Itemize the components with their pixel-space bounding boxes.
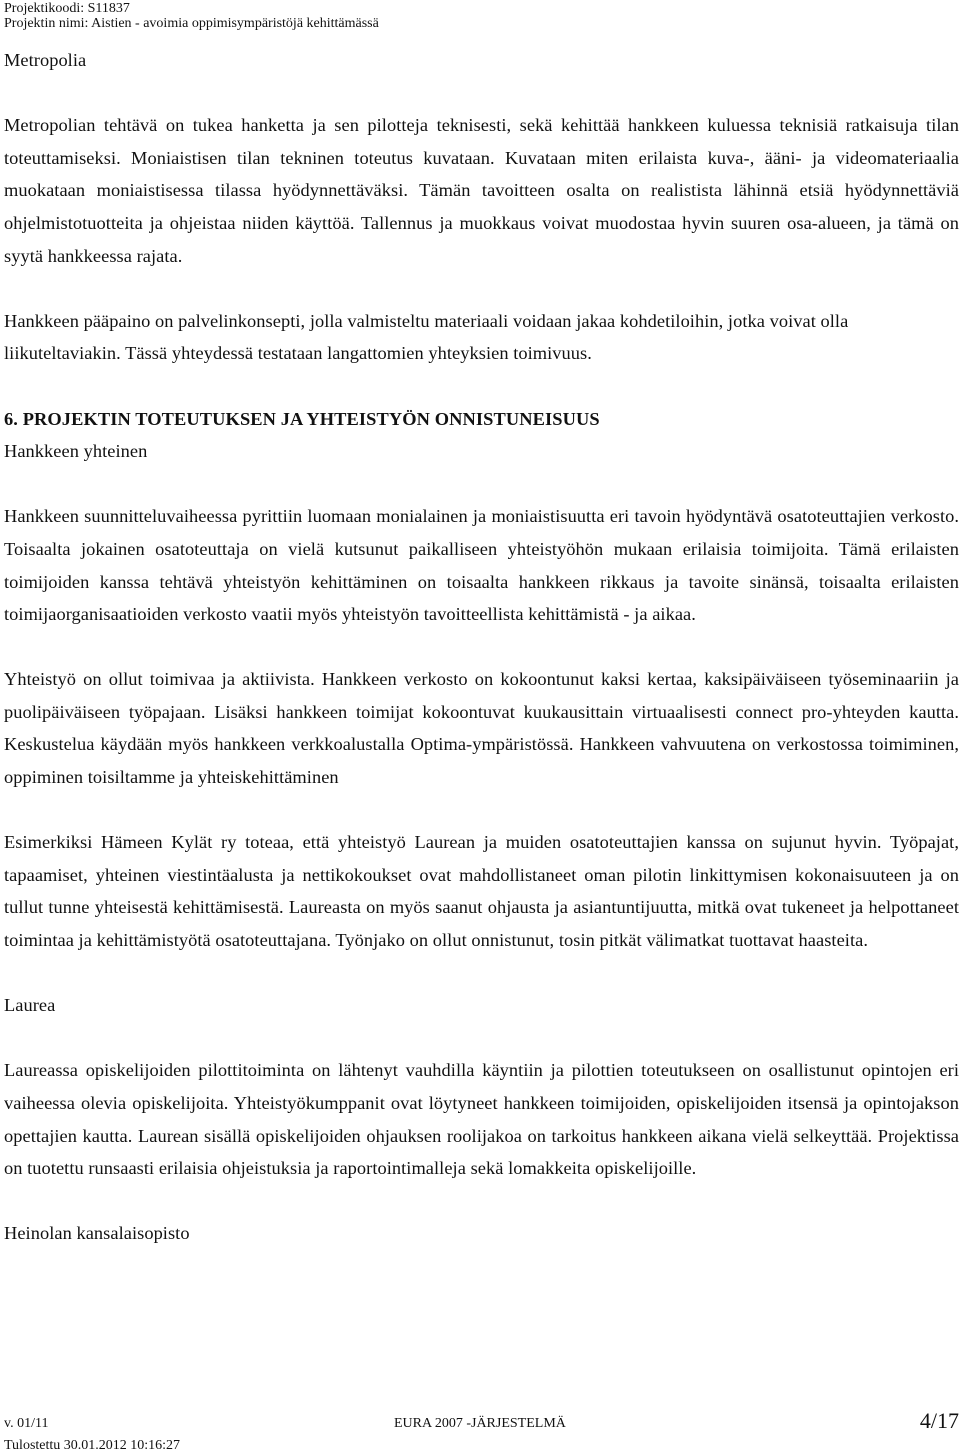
spacer	[4, 957, 959, 990]
paragraph-yhteinen-3: Esimerkiksi Hämeen Kylät ry toteaa, että yhteistyö Laurean ja muiden osatoteuttajien kanssa on sujunut hyvin. Työpajat, tapaamiset, yhteinen viestintäalusta ja nettikokoukset ovat mahdollistaneet oman pilotin linkittymisen kokonaisuuteen ja on tullut tunne yhteisestä kehittämisestä. Laureasta on myös saanut ohjausta ja asiantuntijuutta, mitkä ovat tukeneet ja helpottaneet toimintaa ja kehittämistyötä osatoteuttajana. Työnjako on ollut onnistunut, tosin pitkät välimatkat tuottavat haasteita.	[4, 832, 959, 951]
section-title-metropolia: Metropolia	[4, 50, 87, 70]
page-number: 4/17	[919, 1408, 959, 1433]
project-name: Projektin nimi: Aistien - avoimia oppimisympäristöjä kehittämässä	[4, 16, 379, 31]
section-title-heinola: Heinolan kansalaisopisto	[4, 1223, 190, 1244]
footer-version: v. 01/11	[4, 1416, 49, 1431]
paragraph-metropolia-1: Metropolian tehtävä on tukea hanketta ja sen pilotteja teknisesti, sekä kehittää hankkeen kuluessa teknisiä ratkaisuja tilan toteuttamiseksi. Moniaistisen tilan tekninen toteutus kuvataan. Kuvataan miten erilaista kuva-, ääni- ja videomateriaalia muokataan moniaistisessa tilassa hyödynnettäväksi. Tämän tavoitteen osalta on realistista lähinnä etsiä hyödynnettäviä ohjelmistotuotteita ja ohjeistaa niiden käyttöä. Tallennus ja muokkaus voivat muodostaa hyvin suuren osa-alueen, ja tämä on syytä hankkeessa rajata.	[4, 115, 959, 266]
paragraph-laurea-1: Laureassa opiskelijoiden pilottitoiminta on lähtenyt vauhdilla käyntiin ja pilottien toteutukseen on osallistunut opintojen eri vaiheessa olevia opiskelijoita. Yhteistyökumppanit ovat löytyneet hankkeen toimijoiden, opiskelijoiden itsensä ja opintojakson opettajien kautta. Laurean sisällä opiskelijoiden ohjauksen roolijakoa on tarkoitus hankkeen aikana vielä selkeyttää. Projektissa on tuotettu runsaasti erilaisia ohjeistuksia ja raportointimalleja sekä lomakkeita opiskelijoille.	[4, 1060, 959, 1179]
spacer	[4, 794, 959, 827]
footer-printed: Tulostettu 30.01.2012 10:16:27	[4, 1438, 181, 1453]
section-heading-6: 6. PROJEKTIN TOTEUTUKSEN JA YHTEISTYÖN ONNISTUNEISUUS	[4, 408, 600, 429]
spacer	[4, 468, 959, 501]
section-title-laurea: Laurea	[4, 995, 56, 1016]
paragraph-yhteinen-1: Hankkeen suunnitteluvaiheessa pyrittiin luomaan monialainen ja moniaistisuutta eri tavoin hyödyntävä osatoteuttajien verkosto. Toisaalta jokainen osatoteuttaja on vielä kutsunut paikalliseen yhteistyöhön mukaan erilaisia toimijoita. Tämä erilaisten toimijoiden kanssa tehtävä yhteistyön kehittäminen on toisaalta hankkeen rikkaus ja tavoite sinänsä, toisaalta erilaisten toimijaorganisaatioiden verkosto vaatii myös yhteistyön tavoitteellista kehittämistä - ja aikaa.	[4, 506, 959, 625]
paragraph-metropolia-2: Hankkeen pääpaino on palvelinkonsepti, jolla valmisteltu materiaali voidaan jakaa kohdetiloihin, jotka voivat olla liikuteltaviakin. Tässä yhteydessä testataan langattomien yhteyksien toimivuus.	[4, 310, 849, 364]
project-code: Projektikoodi: S11837	[4, 1, 130, 16]
footer-system: EURA 2007 -JÄRJESTELMÄ	[394, 1416, 566, 1431]
document-body	[4, 44, 959, 1250]
spacer	[4, 631, 959, 664]
spacer	[4, 1022, 959, 1055]
spacer	[4, 272, 959, 305]
paragraph-yhteinen-2: Yhteistyö on ollut toimivaa ja aktiivista. Hankkeen verkosto on kokoontunut kaksi kertaa, kaksipäiväiseen työseminaariin ja puolipäiväiseen työpajaan. Lisäksi hankkeen toimijat kokoontuvat kuukausittain virtuaalisesti connect pro-yhteyden kautta. Keskustelua käydään myös hankkeen verkkoalustalla Optima-ympäristössä. Hankkeen vahvuutena on verkostossa toimiminen, oppiminen toisiltamme ja yhteiskehittäminen	[4, 669, 959, 788]
spacer	[4, 1185, 959, 1218]
section-title-yhteinen: Hankkeen yhteinen	[4, 441, 148, 462]
spacer	[4, 77, 959, 110]
spacer	[4, 370, 959, 403]
